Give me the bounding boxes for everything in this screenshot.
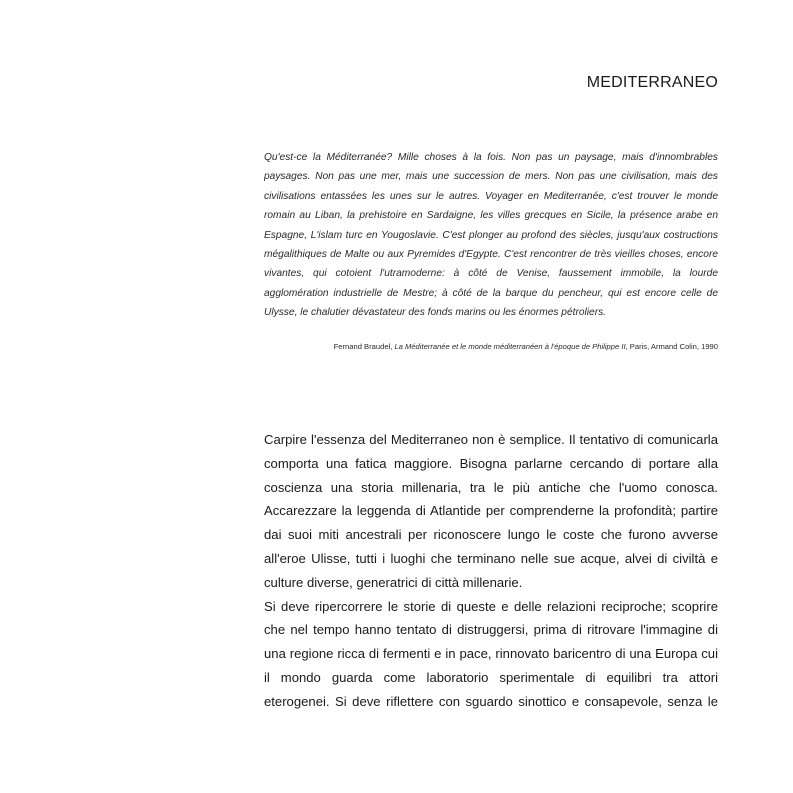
epigraph-quote [264,148,718,323]
body-line: coscienza una storia millenaria, tra le più antiche che l'uomo conosca. [264,479,718,495]
epigraph-line: Qu'est-ce la Méditerranée? Mille choses à la fois. Non pas un paysage, mais d'innombrables [264,152,718,163]
body-line: Carpire l'essenza del Mediterraneo non è semplice. Il tentativo di comunicarla [264,432,718,447]
epigraph-line: Espagne, L'islam turc en Yougoslavie. C'est plonger au profond des siècles, jusqu'aux costructions [264,229,718,241]
body-line: Accarezzare la leggenda di Atlantide per comprenderne la profondità; partire [264,503,718,519]
citation-author: Fernand Braudel, [333,342,395,351]
epigraph-line: romain au Liban, la prehistoire en Sardaigne, les villes grecques en Sicile, la présence arabe en [264,210,718,222]
body-line: eterogenei. Si deve riflettere con sguardo sinottico e consapevole, senza le [264,693,718,709]
body-line: che nel tempo hanno tentato di distruggersi, prima di ritrovare l'immagine di [264,622,718,638]
body-line: comporta una fatica maggiore. Bisogna parlarne cercando di portare alla [264,455,718,471]
body-line: il mondo guarda come laboratorio sperimentale di equilibri tra attori [264,669,718,685]
body-line: Si deve ripercorrere le storie di queste e delle relazioni reciproche; scoprire [264,598,718,614]
page-title: MEDITERRANEO [586,74,718,91]
epigraph-line: vivantes, qui cotoient l'utramoderne: à côté de Venise, faussement immobile, la lourde [264,268,718,280]
citation-work-title: La Méditerranée et le monde méditerranéen à l'époque de Philippe II [394,342,626,351]
body-line: dai suoi miti ancestrali per riconoscere lungo le coste che furono avverse [264,527,718,543]
epigraph-line: agglomération industrielle de Mestre; à côté de la barque du pencheur, qui est encore celle de [264,287,718,299]
epigraph-citation [334,342,718,351]
body-text [264,428,718,714]
epigraph-line: mégalithiques de Malte ou aux Pyremides d'Egypte. C'est rencontrer de très vieilles choses, encore [264,248,718,260]
epigraph-line: civilisations entassées les unes sur le autres. Voyager en Mediterranée, c'est trouver le monde [264,190,718,202]
body-line: culture diverse, generatrici di città millenarie. [264,574,523,590]
epigraph-line: paysages. Non pas une mer, mais une succession de mers. Non pas une civilisation, mais des [264,171,718,183]
body-line: all'eroe Ulisse, tutti i luoghi che terminano nelle sue acque, alvei di civiltà e [264,550,718,566]
citation-publisher: , Paris, Armand Colin, 1990 [625,342,718,351]
epigraph-line: Ulysse, le chalutier dévastateur des fonds marins ou les énormes pétroliers. [264,307,607,319]
body-line: una regione ricca di fermenti e in pace, rinnovato baricentro di una Europa cui [264,646,718,662]
